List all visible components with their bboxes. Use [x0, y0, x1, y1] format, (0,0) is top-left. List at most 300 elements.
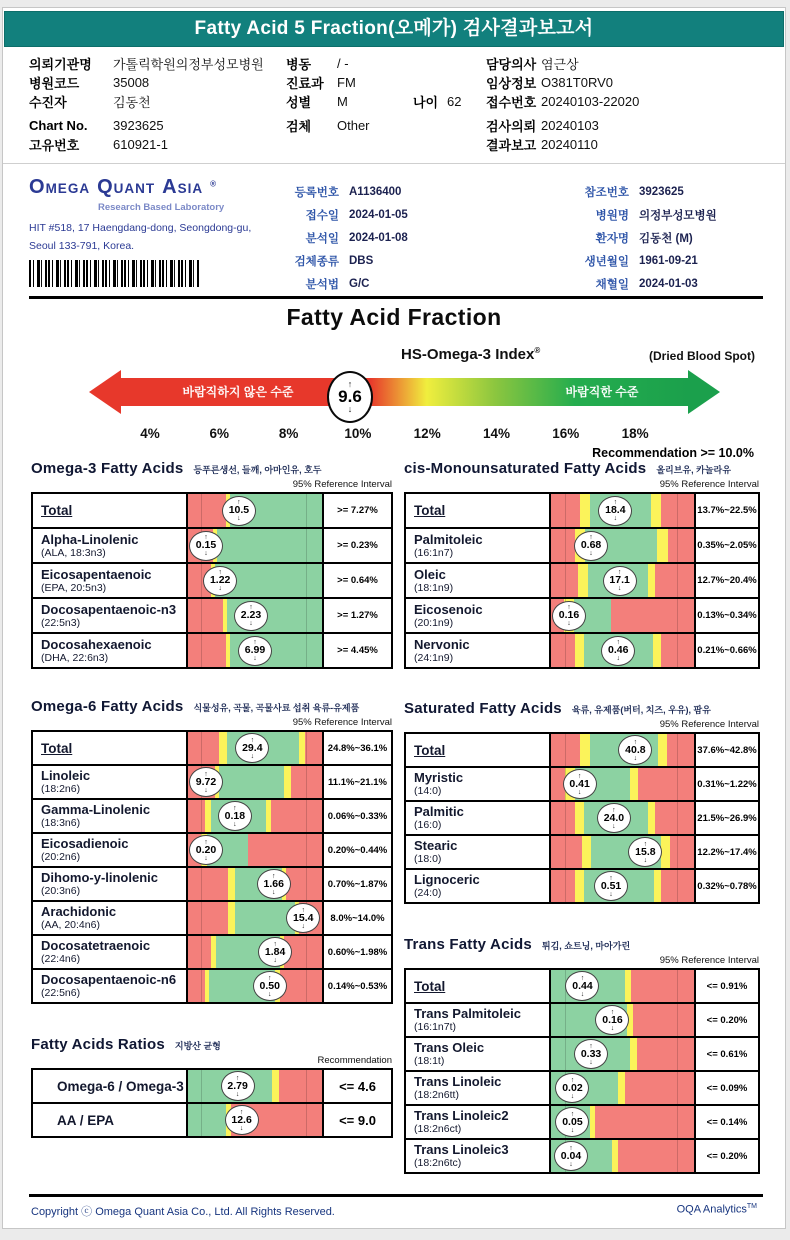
bar-yellow-zone	[578, 564, 588, 597]
report-page	[2, 7, 786, 1229]
field-label: 접수번호	[486, 95, 537, 110]
measured-value: 1.22	[209, 574, 231, 586]
logo-capital: Q	[97, 176, 114, 198]
bar-red-zone	[551, 870, 575, 902]
up-arrow-icon: ↑	[617, 569, 622, 576]
reference-range-bar	[551, 634, 694, 667]
index-value: 9.6	[338, 387, 362, 406]
field-value: 610921-1	[113, 137, 168, 152]
field-value: 가톨릭학원의정부성모병원	[113, 57, 264, 72]
fatty-acid-row	[406, 1002, 758, 1036]
value-bubble	[238, 636, 272, 666]
bar-gridline	[306, 970, 307, 1002]
value-bubble	[552, 601, 586, 631]
brand-name: OQA Analytics	[676, 1203, 747, 1216]
measured-value: 12.6	[231, 1113, 252, 1126]
reference-interval-value: 0.31%~1.22%	[694, 768, 758, 800]
bar-gridline	[677, 529, 678, 562]
patient-info-row	[286, 92, 499, 111]
field-label: 고유번호	[29, 138, 80, 153]
up-arrow-icon: ↑	[589, 534, 593, 541]
fatty-acid-row	[406, 494, 758, 527]
lab-logo	[29, 176, 216, 199]
reference-interval-header: 95% Reference Interval	[659, 955, 759, 966]
table-title: cis-Monounsaturated Fatty Acids	[404, 460, 647, 477]
bar-yellow-zone	[661, 836, 670, 868]
patient-info-column-3	[486, 54, 639, 154]
bar-gridline	[677, 734, 678, 766]
reference-range-bar	[551, 1004, 694, 1036]
fatty-acid-row	[406, 1138, 758, 1172]
up-arrow-icon: ↑	[612, 806, 616, 814]
measured-value: 0.44	[572, 979, 593, 992]
reference-range-bar	[188, 1104, 322, 1136]
field-label: 접수일	[305, 209, 339, 222]
value-bubble	[574, 1039, 608, 1069]
field-label: 병원명	[595, 209, 629, 222]
value-bubble	[563, 769, 597, 799]
up-arrow-icon: ↑	[235, 1074, 240, 1082]
reference-interval-value: >= 1.27%	[322, 599, 391, 632]
fatty-acid-name: Trans Linoleic2	[414, 1108, 509, 1123]
reference-interval-value: 0.35%~2.05%	[694, 529, 758, 562]
value-bubble	[594, 871, 628, 901]
fatty-acid-name: Trans Linoleic	[414, 1074, 502, 1089]
bar-gridline	[201, 634, 202, 667]
bar-red-zone	[595, 1106, 694, 1138]
fatty-acid-code: (16:1n7t)	[414, 1021, 457, 1033]
down-arrow-icon: ↓	[589, 1058, 593, 1066]
down-arrow-icon: ↓	[589, 550, 593, 557]
bar-red-zone	[638, 768, 694, 800]
recommendation-note: Recommendation >= 10.0%	[592, 446, 754, 460]
patient-info-row	[486, 135, 639, 154]
reference-interval-value: <= 0.91%	[694, 970, 758, 1002]
fatty-acid-code: (18:2n6ct)	[414, 1123, 462, 1135]
up-arrow-icon: ↑	[204, 534, 208, 541]
up-arrow-icon: ↑	[643, 840, 648, 848]
reference-range-bar	[188, 970, 322, 1002]
fatty-acid-code: (24:1n9)	[414, 651, 454, 664]
bar-red-zone	[188, 902, 228, 934]
down-arrow-icon: ↓	[617, 585, 622, 592]
down-arrow-icon: ↓	[612, 822, 616, 830]
bar-gridline	[677, 870, 678, 902]
measured-value: 0.05	[562, 1115, 583, 1128]
bar-red-zone	[655, 802, 694, 834]
bar-yellow-zone	[575, 634, 584, 667]
fatty-acid-row	[406, 527, 758, 562]
bar-gridline	[565, 870, 566, 902]
measured-value: 0.16	[558, 609, 580, 621]
dried-blood-spot-note: (Dried Blood Spot)	[649, 349, 755, 363]
bar-red-zone	[668, 529, 694, 562]
reference-interval-value: 0.70%~1.87%	[322, 868, 391, 900]
value-bubble	[574, 531, 608, 561]
lab-info-right-column	[563, 180, 717, 295]
field-value: 35008	[113, 75, 150, 90]
value-bubble	[597, 803, 631, 833]
bar-red-zone	[551, 634, 575, 667]
value-bubble	[257, 869, 291, 899]
up-arrow-icon: ↑	[347, 379, 353, 389]
measured-value: 18.4	[605, 504, 626, 516]
gauge-tick-label: 8%	[278, 426, 299, 441]
fatty-acid-code: (AA, 20:4n6)	[41, 919, 100, 931]
down-arrow-icon: ↓	[237, 515, 241, 522]
value-bubble	[189, 531, 223, 561]
bar-gridline	[565, 836, 566, 868]
down-arrow-icon: ↓	[577, 788, 582, 796]
down-arrow-icon: ↓	[613, 515, 618, 522]
fatty-acid-code: (16:0)	[414, 819, 442, 831]
reference-range-bar	[551, 1106, 694, 1138]
fatty-acid-row	[33, 798, 391, 832]
fatty-acid-code: (DHA, 22:6n3)	[41, 651, 109, 664]
bar-yellow-zone	[228, 868, 235, 900]
bar-gridline	[306, 634, 307, 667]
field-value: G/C	[349, 277, 370, 290]
fatty-acid-row	[406, 1070, 758, 1104]
reference-range-bar	[551, 529, 694, 562]
bar-red-zone	[188, 868, 228, 900]
value-bubble	[554, 1141, 588, 1171]
reference-interval-value: <= 9.0	[322, 1104, 391, 1136]
fatty-acid-row	[406, 1104, 758, 1138]
logo-capital: A	[162, 176, 178, 198]
bar-gridline	[201, 599, 202, 632]
fatty-acid-name-cell	[406, 870, 551, 902]
ratios-table	[31, 1036, 393, 1138]
bar-red-zone	[625, 1072, 694, 1104]
fatty-acid-row	[33, 597, 391, 632]
field-label: 환자명	[595, 232, 629, 245]
bar-gridline	[677, 768, 678, 800]
lab-info-row	[563, 180, 717, 203]
fatty-acid-row	[406, 632, 758, 667]
lab-address-line1: HIT #518, 17 Haengdang-dong, Seongdong-gu,	[29, 222, 252, 234]
reference-range-bar	[551, 1072, 694, 1104]
value-bubble	[235, 733, 269, 763]
bar-green-zone	[219, 766, 285, 798]
fatty-acid-name: Dihomo-y-linolenic	[41, 870, 158, 885]
bar-gridline	[565, 634, 566, 667]
reference-interval-value: 0.06%~0.33%	[322, 800, 391, 832]
field-label: 등록번호	[294, 186, 339, 199]
bar-yellow-zone	[648, 802, 655, 834]
fatty-acid-name: Oleic	[414, 566, 446, 582]
up-arrow-icon: ↑	[301, 906, 305, 914]
reference-range-bar	[188, 902, 322, 934]
reference-interval-value: >= 4.45%	[322, 634, 391, 667]
bar-gridline	[677, 1106, 678, 1138]
up-arrow-icon: ↑	[570, 1076, 575, 1084]
bar-gridline	[565, 802, 566, 834]
field-value: 62	[447, 94, 462, 109]
value-bubble	[628, 837, 662, 867]
down-arrow-icon: ↓	[204, 786, 208, 794]
reference-range-bar	[551, 802, 694, 834]
fatty-acid-name: Stearic	[414, 838, 458, 853]
reference-interval-value: <= 4.6	[322, 1070, 391, 1102]
bar-yellow-zone	[575, 802, 584, 834]
bar-gridline	[306, 529, 307, 562]
bar-gridline	[306, 1070, 307, 1102]
fatty-acid-row	[406, 868, 758, 902]
gauge-tick-label: 4%	[140, 426, 160, 441]
value-bubble	[595, 1005, 629, 1035]
fatty-acid-name: Docosahexaenoic	[41, 636, 152, 652]
bar-red-zone	[188, 599, 223, 632]
fatty-acid-code: (18:1t)	[414, 1055, 445, 1067]
gauge-tick-label: 16%	[552, 426, 580, 441]
bar-red-zone	[611, 599, 694, 632]
field-label: 참조번호	[584, 186, 629, 199]
fatty-acid-name: Trans Linoleic3	[414, 1142, 509, 1157]
up-arrow-icon: ↑	[267, 974, 272, 982]
up-arrow-icon: ↑	[610, 1008, 615, 1016]
lab-info-row	[273, 272, 408, 295]
measured-value: 0.04	[560, 1149, 582, 1162]
value-bubble	[603, 566, 637, 596]
fatty-acid-name-cell	[33, 494, 188, 527]
fatty-acid-code: (18:2n6)	[41, 783, 81, 795]
fatty-acid-row	[406, 734, 758, 766]
fatty-acid-name-cell	[406, 1004, 551, 1036]
patient-info-row	[486, 73, 639, 92]
bar-red-zone	[188, 494, 226, 527]
bar-gridline	[677, 970, 678, 1002]
bar-red-zone	[286, 868, 322, 900]
value-bubble	[618, 735, 652, 765]
up-arrow-icon: ↑	[233, 804, 237, 812]
value-bubble	[189, 767, 223, 797]
fatty-acid-name-cell	[406, 599, 551, 632]
fatty-acid-name-cell	[33, 529, 188, 562]
down-arrow-icon: ↓	[204, 854, 208, 862]
up-arrow-icon: ↑	[616, 639, 620, 646]
table-annotation: 올리브유, 카놀라유	[656, 465, 731, 475]
field-value: FM	[337, 75, 356, 90]
reference-interval-value: 0.60%~1.98%	[322, 936, 391, 968]
fatty-acid-name: Palmitoleic	[414, 531, 483, 547]
fatty-acid-code: (22:4n6)	[41, 953, 81, 965]
patient-info-row	[486, 92, 639, 111]
fatty-acid-name: Arachidonic	[41, 904, 117, 919]
reference-range-bar	[188, 800, 322, 832]
fatty-acid-code: (22:5n3)	[41, 616, 81, 629]
fatty-acid-row	[33, 764, 391, 798]
up-arrow-icon: ↑	[273, 940, 277, 948]
reference-interval-value: <= 0.61%	[694, 1038, 758, 1070]
fatty-acid-name: Eicosadienoic	[41, 836, 129, 851]
up-arrow-icon: ↑	[580, 974, 585, 982]
bar-yellow-zone	[284, 766, 291, 798]
up-arrow-icon: ↑	[218, 569, 222, 576]
patient-info-row	[286, 116, 499, 135]
reference-interval-value: <= 0.14%	[694, 1106, 758, 1138]
desirable-level-label: 바람직한 수준	[565, 385, 639, 399]
fatty-acid-row	[33, 527, 391, 562]
fatty-acid-name: Eicosapentaenoic	[41, 566, 152, 582]
bar-gridline	[677, 1004, 678, 1036]
up-arrow-icon: ↑	[250, 736, 255, 744]
bar-gridline	[677, 836, 678, 868]
reference-interval-value: >= 0.64%	[322, 564, 391, 597]
fatty-acid-name-cell	[406, 836, 551, 868]
fatty-acid-name-cell	[33, 800, 188, 832]
down-arrow-icon: ↓	[633, 754, 638, 762]
field-value: 20240103-22020	[541, 94, 640, 109]
bar-gridline	[306, 599, 307, 632]
value-bubble	[225, 1105, 259, 1135]
total-label: Total	[414, 978, 446, 994]
lab-info-row	[273, 226, 408, 249]
patient-info-row	[286, 54, 499, 73]
logo-word: QUANT	[97, 176, 156, 198]
down-arrow-icon: ↓	[347, 404, 353, 414]
reference-range-bar	[188, 564, 322, 597]
lab-info-row	[273, 180, 408, 203]
lab-info-row	[563, 203, 717, 226]
up-arrow-icon: ↑	[577, 772, 582, 780]
up-arrow-icon: ↑	[239, 1108, 244, 1116]
fatty-acid-row	[406, 834, 758, 868]
field-value: 의정부성모병원	[639, 209, 717, 222]
bar-gridline	[565, 529, 566, 562]
reference-interval-value: 21.5%~26.9%	[694, 802, 758, 834]
down-arrow-icon: ↓	[250, 752, 255, 760]
value-bubble	[218, 801, 252, 831]
measured-value: 0.18	[224, 809, 246, 822]
bar-gridline	[201, 1070, 202, 1102]
measured-value: 0.02	[562, 1081, 583, 1094]
reference-range-bar	[551, 970, 694, 1002]
down-arrow-icon: ↓	[204, 550, 208, 557]
bar-gridline	[306, 732, 307, 764]
down-arrow-icon: ↓	[218, 585, 222, 592]
reference-interval-value: 11.1%~21.1%	[322, 766, 391, 798]
patient-info-row	[29, 116, 264, 135]
fatty-acid-name-cell	[33, 902, 188, 934]
down-arrow-icon: ↓	[569, 1160, 573, 1168]
bar-gridline	[677, 599, 678, 632]
down-arrow-icon: ↓	[272, 888, 276, 896]
field-value: 3923625	[113, 118, 164, 133]
measured-value: 6.99	[244, 644, 266, 656]
bar-red-zone	[637, 1038, 694, 1070]
bar-gridline	[677, 802, 678, 834]
fatty-acid-name-cell	[33, 834, 188, 866]
fatty-acid-name: Omega-6 / Omega-3	[57, 1078, 184, 1094]
lab-tagline: Research Based Laboratory	[98, 202, 225, 213]
bar-yellow-zone	[648, 564, 655, 597]
bar-gridline	[201, 868, 202, 900]
value-bubble	[601, 636, 635, 666]
bar-gridline	[201, 1104, 202, 1136]
lab-address-line2: Seoul 133-791, Korea.	[29, 240, 135, 252]
measured-value: 15.8	[635, 845, 656, 858]
bar-yellow-zone	[580, 494, 590, 527]
registered-mark-icon: ®	[210, 179, 216, 189]
field-label: 담당의사	[486, 57, 537, 72]
reference-interval-value: 0.13%~0.34%	[694, 599, 758, 632]
down-arrow-icon: ↓	[580, 990, 585, 998]
table-annotation: 육류, 유제품(버터, 치즈, 우유), 팜유	[571, 705, 711, 715]
lab-logo-text	[29, 176, 210, 198]
fatty-acid-name-cell	[33, 1070, 188, 1102]
lab-info-row	[563, 226, 717, 249]
bar-gridline	[565, 494, 566, 527]
reference-interval-value: 0.14%~0.53%	[322, 970, 391, 1002]
bar-red-zone	[279, 1070, 322, 1102]
field-label: 성별	[286, 95, 312, 110]
bar-gridline	[306, 766, 307, 798]
patient-info-column-1	[29, 54, 264, 154]
reference-interval-header: 95% Reference Interval	[659, 479, 759, 490]
up-arrow-icon: ↑	[609, 874, 613, 882]
fatty-acid-code: (20:3n6)	[41, 885, 81, 897]
reference-range-bar	[188, 732, 322, 764]
fatty-acid-name-cell	[406, 1072, 551, 1104]
fatty-acid-name-cell	[33, 599, 188, 632]
bar-yellow-zone	[580, 734, 590, 766]
bar-red-zone	[551, 836, 582, 868]
bar-gridline	[677, 634, 678, 667]
patient-info-column-2	[286, 54, 499, 135]
logo-word: ASIA	[162, 176, 204, 198]
bar-yellow-zone	[654, 870, 661, 902]
patient-info-row	[286, 73, 499, 92]
logo-word: OMEGA	[29, 176, 91, 198]
field-value: 염근상	[541, 57, 579, 72]
fatty-acid-row	[33, 732, 391, 764]
table-title: Omega-3 Fatty Acids	[31, 460, 184, 477]
table-title: Saturated Fatty Acids	[404, 700, 562, 717]
bar-gridline	[201, 936, 202, 968]
bar-yellow-zone	[651, 494, 661, 527]
patient-info-row	[29, 54, 264, 73]
fatty-acid-code: (ALA, 18:3n3)	[41, 546, 106, 559]
reference-interval-header: 95% Reference Interval	[292, 479, 392, 490]
fatty-acid-row	[406, 597, 758, 632]
reference-interval-value: 0.32%~0.78%	[694, 870, 758, 902]
fatty-acid-name-cell	[33, 634, 188, 667]
copyright-text: Copyright ⓒ Omega Quant Asia Co., Ltd. All Rights Reserved.	[31, 1206, 335, 1218]
bar-yellow-zone	[630, 1038, 637, 1070]
gauge-tick-label: 18%	[621, 426, 649, 441]
lab-info-left-column	[273, 180, 408, 295]
fatty-acid-row	[33, 1070, 391, 1102]
up-arrow-icon: ↑	[569, 1144, 573, 1152]
down-arrow-icon: ↓	[273, 956, 277, 964]
up-arrow-icon: ↑	[613, 499, 618, 506]
gauge-tick-label: 10%	[344, 426, 372, 441]
bar-yellow-zone	[219, 732, 227, 764]
bar-gridline	[306, 1104, 307, 1136]
field-label: 결과보고	[486, 138, 537, 153]
field-label: 검사의뢰	[486, 119, 537, 134]
field-label: 분석법	[305, 278, 339, 291]
reference-interval-header: Recommendation	[317, 1055, 392, 1066]
reference-range-bar	[188, 766, 322, 798]
measured-value: 24.0	[603, 811, 625, 824]
reference-range-bar	[188, 529, 322, 562]
fatty-acid-code: (18:0)	[414, 853, 442, 865]
up-arrow-icon: ↑	[204, 838, 208, 846]
field-label: 병원코드	[29, 76, 80, 91]
patient-info-row	[486, 116, 639, 135]
